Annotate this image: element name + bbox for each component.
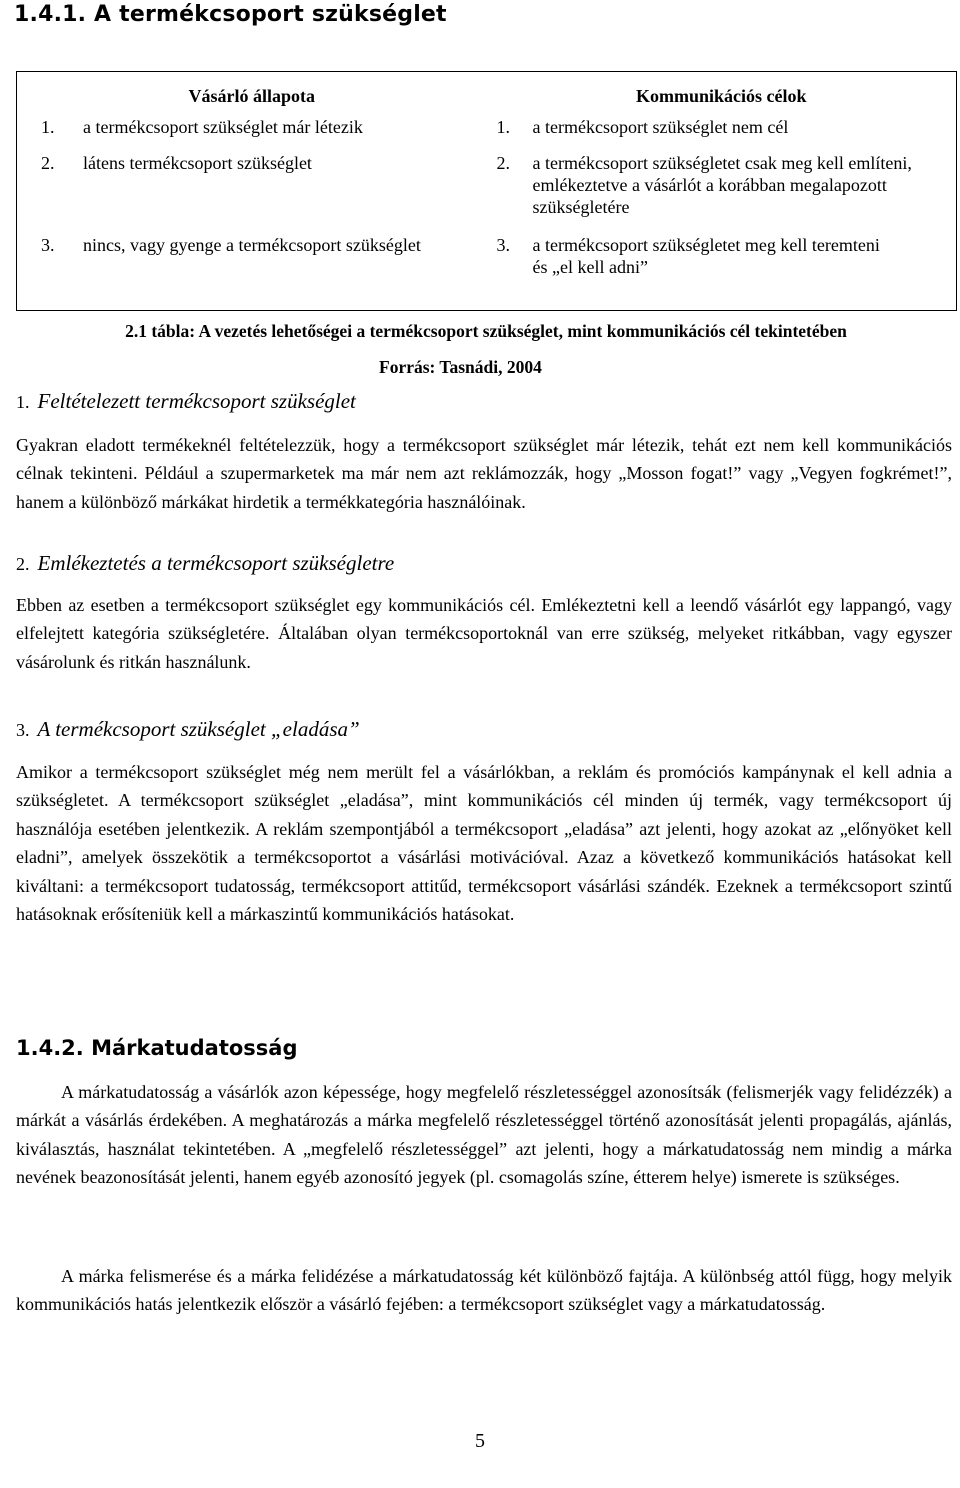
section-heading: 1.4.2. Márkatudatosság xyxy=(16,1036,298,1060)
buyer-state-cell: nincs, vagy gyenge a termékcsoport szükséglet xyxy=(83,235,421,255)
table-header-left: Vásárló állapota xyxy=(188,86,315,106)
subsection-title xyxy=(16,389,356,414)
table-row xyxy=(17,234,956,296)
row-number: 1. xyxy=(496,117,510,137)
row-number: 2. xyxy=(41,153,55,173)
page-number: 5 xyxy=(475,1430,485,1452)
subsection-number: 1. xyxy=(16,392,30,412)
row-number: 1. xyxy=(41,117,55,137)
paragraph: Ebben az esetben a termékcsoport szükséglet egy kommunikációs cél. Emlékeztetni kell a leendő vásárlót egy lappangó, vagy elfelejtett kategória szükségletére. Általában olyan termékcsoportoknál van erre szükség, melyeket ritkábban, vagy egyszer vásárolunk és ritkán használunk. xyxy=(16,595,952,672)
table-header-right: Kommunikációs célok xyxy=(635,86,807,106)
communication-goal-cell: a termékcsoport szükséglet nem cél xyxy=(532,117,789,137)
buyer-state-cell: a termékcsoport szükséglet már létezik xyxy=(83,117,363,137)
row-number: 2. xyxy=(496,153,510,173)
paragraph: A márka felismerése és a márka felidézése a márkatudatosság két különböző fajtája. A különbség attól függ, hogy melyik kommunikációs hatás jelentkezik először a vásárló fejében: a termékcsoport szükséglet vagy a márkatudatosság. xyxy=(16,1266,952,1315)
paragraph: Amikor a termékcsoport szükséglet még nem merült fel a vásárlókban, a reklám és promóciós kampánynak el kell adnia a szükségletet. A termékcsoport szükséglet „eladása”, mint kommunikációs cél minden új termék, vagy termékcsoport új használója esetében jelentkezik. A reklám szempontjából a termékcsoport „eladása” azt jelenti, hogy azokat az „előnyöket kell eladni”, amelyek összekötik a termékcsoportot a vásárlási motivációval. Azaz a következő kommunikációs hatásokat kell kiváltani: a termékcsoport tudatosság, termékcsoport attitűd, termékcsoport vásárlási szándék. Ezeknek a termékcsoport szintű hatásoknak erősíteniük kell a márkaszintű kommunikációs hatásokat. xyxy=(16,762,952,925)
table-source: Forrás: Tasnádi, 2004 xyxy=(379,357,542,377)
paragraph: Gyakran eladott termékeknél feltételezzük, hogy a termékcsoport szükséglet már létezik, tehát ezt nem kell kommunikációs célnak tekinteni. Például a szupermarketek ma már nem azt reklámozzák, hogy „Mosson fogat!” vagy „Vegyen fogkrémet!”, hanem a különböző márkákat hirdetik a termékkategória használóinak. xyxy=(16,435,952,512)
section-heading: 1.4.1. A termékcsoport szükséglet xyxy=(14,2,447,27)
subsection-title-text: Feltételezett termékcsoport szükséglet xyxy=(37,389,356,413)
subsection-title-text: Emlékeztetés a termékcsoport szükségletre xyxy=(37,551,395,575)
subsection-title xyxy=(16,717,360,742)
communication-goal-cell: a termékcsoport szükségletet csak meg kell említeni, emlékeztetve a vásárlót a korábban megalapozott szükségletére xyxy=(532,153,912,217)
buyer-state-cell: látens termékcsoport szükséglet xyxy=(83,153,312,173)
table-caption: 2.1 tábla: A vezetés lehetőségei a termékcsoport szükséglet, mint kommunikációs cél tekintetében xyxy=(125,321,847,341)
subsection-title-text: A termékcsoport szükséglet „eladása” xyxy=(37,717,360,741)
subsection-number: 2. xyxy=(16,554,30,574)
table-row xyxy=(17,152,956,234)
communication-goal-cell: a termékcsoport szükségletet meg kell teremteni és „el kell adni” xyxy=(532,235,880,277)
subsection-number: 3. xyxy=(16,720,30,740)
row-number: 3. xyxy=(41,235,55,255)
comparison-table xyxy=(16,71,957,311)
subsection-title xyxy=(16,551,394,576)
row-number: 3. xyxy=(496,235,510,255)
table-row xyxy=(17,116,956,152)
paragraph: A márkatudatosság a vásárlók azon képessége, hogy megfelelő részletességgel azonosítsák (felismerjék vagy felidézzék) a márkát a vásárlás érdekében. A meghatározás a márka megfelelő részletességgel történő azonosítását jelenti propagálás, ajánlás, kiválasztás, használat tekintetében. A „megfelelő részletességgel” azt jelenti, hogy a márkatudatosság nem mindig a márka nevének beazonosítását jelenti, hanem egyéb azonosító jegyek (pl. csomagolás színe, étterem helye) ismerete is szükséges. xyxy=(16,1082,952,1188)
